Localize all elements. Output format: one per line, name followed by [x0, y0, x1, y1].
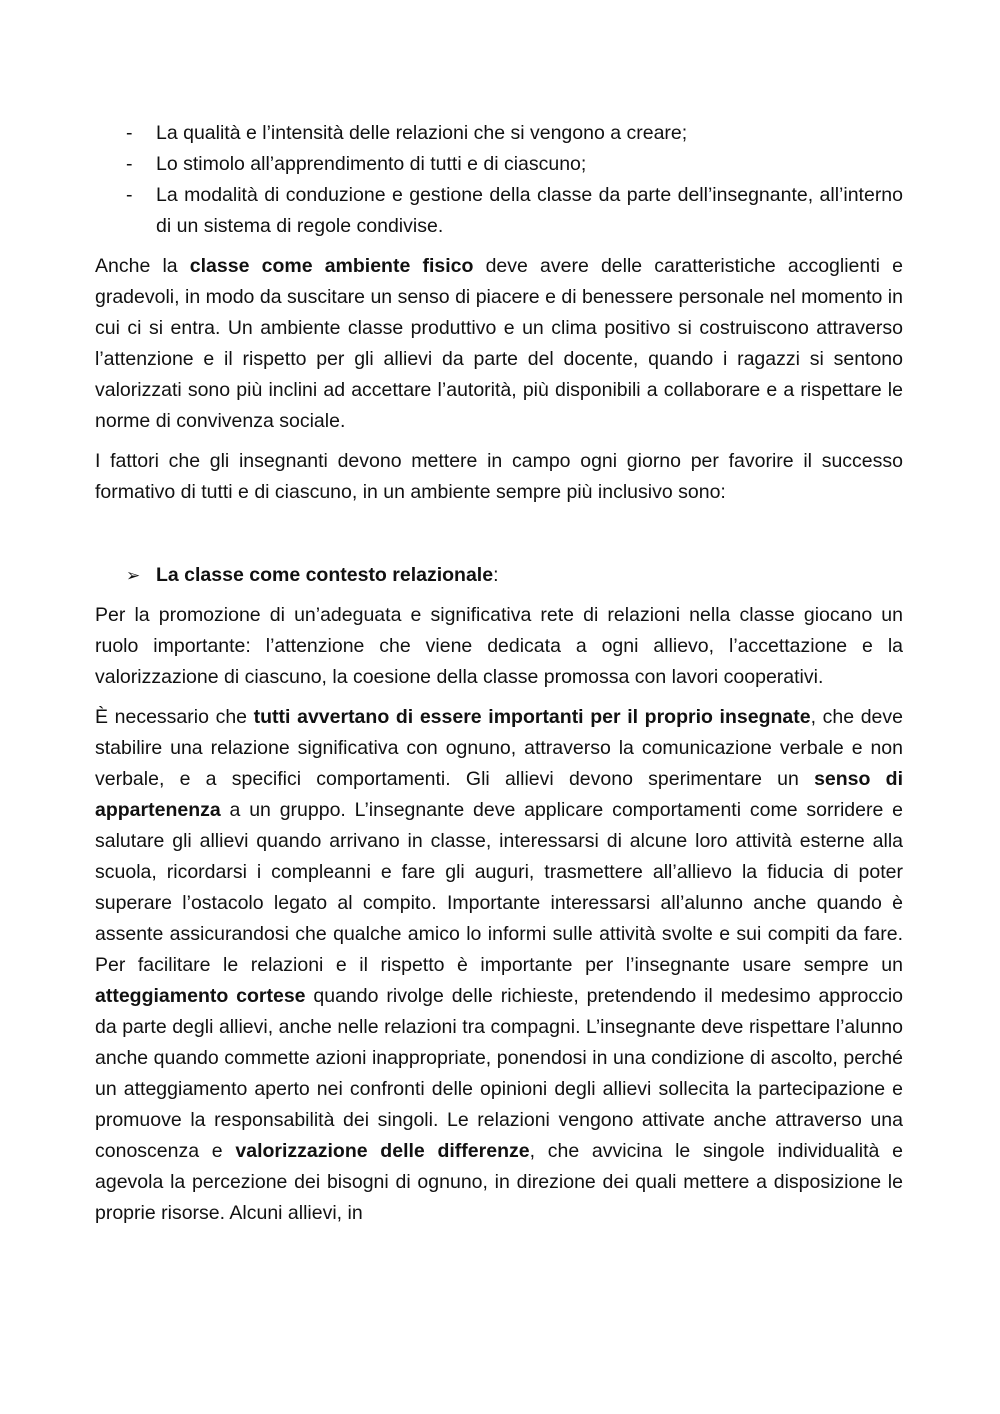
dash-bullet: -	[126, 153, 133, 175]
section-heading-colon: :	[493, 564, 499, 586]
list-item-text: La modalità di conduzione e gestione della classe da parte dell’insegnante, all’interno di un sistema di regole condivise.	[156, 184, 903, 237]
paragraph-promozione: Per la promozione di un’adeguata e significativa rete di relazioni nella classe giocano un ruolo importante: l’attenzione che viene dedicata a ogni allievo, l’accettazione e la valorizzazione di ciascuno, la coesione della classe promossa con lavori cooperativi.	[95, 604, 903, 688]
text-run: Anche la	[95, 255, 190, 277]
list-item-text: Lo stimolo all’apprendimento di tutti e di ciascuno;	[156, 153, 587, 175]
bold-text-run: valorizzazione delle differenze	[235, 1140, 530, 1162]
text-run: , che deve stabilire una relazione significativa con ognuno, attraverso la comunicazione verbale e non verbale, e a specifici comportamenti. Gli allievi devono sperimentare un	[95, 706, 903, 790]
list-item	[95, 118, 903, 149]
dash-bullet: -	[126, 184, 133, 206]
factor-list	[95, 118, 903, 242]
list-item-text: La qualità e l’intensità delle relazioni che si vengono a creare;	[156, 122, 688, 144]
paragraph-fattori: I fattori che gli insegnanti devono mettere in campo ogni giorno per favorire il successo formativo di tutti e di ciascuno, in un ambiente sempre più inclusivo sono:	[95, 450, 903, 503]
arrow-bullet-icon: ➢	[126, 566, 141, 585]
bold-text-run: senso di appartenenza	[95, 768, 903, 821]
section-heading	[95, 560, 903, 591]
text-run: È necessario che	[95, 706, 254, 728]
list-item	[95, 180, 903, 242]
text-run: a un gruppo. L’insegnante deve applicare comportamenti come sorridere e salutare gli allievi quando arrivano in classe, interessarsi di alcune loro attività esterne alla scuola, ricordarsi i compleanni e fare gli auguri, trasmettere all’allievo la fiducia di poter superare l’ostacolo legato al compito. Importante interessarsi all’alunno anche quando è assente assicurandosi che qualche amico lo informi sulle attività svolte e sui compiti da fare. Per facilitare le relazioni e il rispetto è importante per l’insegnante usare sempre un	[95, 799, 903, 976]
bold-text-run: atteggiamento cortese	[95, 985, 306, 1007]
text-run: deve avere delle caratteristiche accoglienti e gradevoli, in modo da suscitare un senso di piacere e di benessere personale nel momento in cui ci si entra. Un ambiente classe produttivo e un clima positivo si costruiscono attraverso l’attenzione e il rispetto per gli allievi da parte del docente, quando i ragazzi si sentono valorizzati sono più inclini ad accettare l’autorità, più disponibili a collaborare e a rispettare le norme di convivenza sociale.	[95, 255, 903, 432]
document-body	[95, 118, 903, 1229]
list-item	[95, 149, 903, 180]
dash-bullet: -	[126, 122, 133, 144]
paragraph-necessario	[95, 702, 903, 1229]
blank-spacer	[95, 508, 903, 560]
paragraph-ambiente-fisico	[95, 251, 903, 437]
bold-text-run: classe come ambiente fisico	[189, 255, 474, 277]
text-run: quando rivolge delle richieste, pretendendo il medesimo approccio da parte degli allievi, anche nelle relazioni tra compagni. L’insegnante deve rispettare l’alunno anche quando commette azioni inappropriate, ponendosi in una condizione di ascolto, perché un atteggiamento aperto nei confronti delle opinioni degli allievi sollecita la partecipazione e promuove la responsabilità dei singoli. Le relazioni vengono attivate anche attraverso una conoscenza e	[95, 985, 904, 1162]
text-run: , che avvicina le singole individualità e agevola la percezione dei bisogni di ognuno, in direzione dei quali mettere a disposizione le proprie risorse. Alcuni allievi, in	[95, 1140, 903, 1224]
bold-text-run: tutti avvertano di essere importanti per il proprio insegnate	[253, 706, 811, 728]
section-heading-title: La classe come contesto relazionale	[156, 564, 494, 586]
